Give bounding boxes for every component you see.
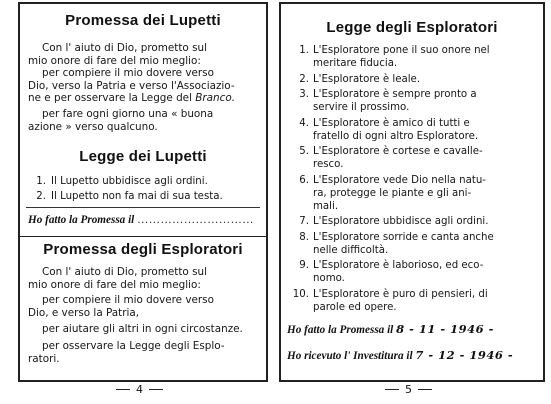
promessa-esploratori-line: Dio, e verso la Patria, — [28, 306, 140, 319]
list-text-line: L'Esploratore sorride e canta anche — [313, 231, 494, 243]
list-text-line: L'Esploratore è laborioso, ed eco- — [313, 260, 484, 271]
list-number: 6. — [299, 174, 309, 186]
right-page — [275, 0, 551, 404]
list-number: 4. — [299, 117, 309, 129]
promessa-lupetti-text — [28, 42, 258, 133]
list-item — [287, 145, 537, 171]
list-number: 2. — [299, 73, 309, 85]
promessa-lupetti-text-span: ne e per osservare la Legge del — [28, 92, 196, 105]
divider — [26, 207, 260, 208]
dash-right — [418, 389, 432, 390]
dash-right — [149, 389, 163, 390]
list-number: 1. — [299, 45, 309, 56]
list-number: 1. — [36, 176, 46, 187]
list-item — [287, 174, 537, 213]
list-text-line: servire il prossimo. — [313, 102, 410, 113]
investiture-date-label: Ho ricevuto l' Investitura il — [287, 350, 413, 362]
list-text — [313, 145, 537, 171]
promise-date-handwritten: 8 - 11 - 1946 - — [396, 322, 494, 336]
list-text-line: L'Esploratore è amico di tutti e — [313, 117, 470, 129]
list-item — [287, 88, 537, 114]
list-text-line: L'Esploratore ubbidisce agli ordini. — [313, 216, 489, 227]
list-number: 5. — [299, 146, 309, 157]
list-text-line: parole ed opere. — [313, 301, 397, 313]
list-text-line: ra, protegge le piante e gli ani- — [313, 187, 472, 199]
promessa-lupetti-line: per compiere il mio dovere verso — [42, 67, 214, 80]
list-number: 8. — [299, 231, 309, 243]
promessa-esploratori-line: per compiere il mio dovere verso — [42, 294, 214, 307]
promessa-esploratori-line: ratori. — [28, 352, 60, 365]
left-page — [0, 0, 272, 404]
signature-dots: ………………………… — [137, 214, 254, 226]
list-text — [313, 73, 537, 86]
list-text-line: meritare fiducia. — [313, 58, 398, 69]
title-promessa-lupetti: Promessa dei Lupetti — [65, 12, 221, 29]
legge-esploratori-list — [287, 44, 537, 314]
dash-left — [116, 389, 130, 390]
title-legge-esploratori: Legge degli Esploratori — [326, 19, 498, 36]
list-text-line: nomo. — [313, 273, 345, 284]
list-text-line: mali. — [313, 200, 339, 212]
promessa-lupetti-line — [28, 92, 258, 105]
list-text-line: resco. — [313, 159, 344, 170]
list-text-line: L'Esploratore è sempre pronto a — [313, 89, 477, 100]
legge-lupetti-list — [30, 175, 258, 203]
dash-left — [385, 389, 399, 390]
promessa-lupetti-line: per fare ogni giorno una « buona — [42, 107, 214, 120]
promessa-esploratori-line: Con l' aiuto di Dio, prometto sul — [42, 266, 207, 278]
list-item — [30, 190, 258, 203]
signature-line-lupetti — [28, 214, 254, 226]
investiture-date-line — [287, 348, 513, 362]
list-text — [313, 288, 537, 314]
promise-date-line — [287, 322, 494, 336]
list-number: 2. — [36, 191, 46, 202]
list-number: 9. — [299, 260, 309, 271]
list-text-line: L'Esploratore è cortese e cavalle- — [313, 146, 483, 157]
investiture-date-handwritten: 7 - 12 - 1946 - — [415, 348, 514, 362]
list-item — [287, 231, 537, 257]
list-text-line: fratello di ogni altro Esploratore. — [313, 130, 479, 142]
list-text — [313, 88, 537, 114]
list-text-line: L'Esploratore è puro di pensieri, di — [313, 288, 488, 300]
title-promessa-esploratori: Promessa degli Esploratori — [43, 241, 243, 258]
list-item — [287, 117, 537, 143]
list-item — [287, 259, 537, 285]
list-item — [287, 215, 537, 228]
list-text — [313, 44, 537, 70]
list-text — [313, 259, 537, 285]
page-number-left — [116, 383, 163, 396]
list-item — [287, 288, 537, 314]
list-text — [313, 117, 537, 143]
page-number: 4 — [136, 383, 143, 396]
list-number: 3. — [299, 89, 309, 100]
promessa-lupetti-line: mio onore di fare del mio meglio: — [28, 54, 201, 67]
promessa-esploratori-line: mio onore di fare del mio meglio: — [28, 278, 201, 291]
list-text-line: L'Esploratore è leale. — [313, 73, 421, 85]
list-text-line: nelle difficoltà. — [313, 244, 389, 256]
promise-date-label: Ho fatto la Promessa il — [287, 324, 394, 336]
list-number: 7. — [299, 216, 309, 227]
list-text — [313, 231, 537, 257]
list-number: 10. — [292, 288, 309, 300]
promessa-esploratori-text — [28, 266, 258, 365]
title-legge-lupetti: Legge dei Lupetti — [79, 148, 207, 165]
list-item — [287, 44, 537, 70]
list-item — [287, 73, 537, 86]
list-text — [313, 174, 537, 213]
page-number-right — [385, 383, 432, 396]
list-text-line: L'Esploratore vede Dio nella natu- — [313, 174, 486, 186]
list-text-line: L'Esploratore pone il suo onore nel — [313, 45, 490, 56]
list-text — [313, 215, 537, 228]
promessa-lupetti-line: Con l' aiuto di Dio, prometto sul — [42, 42, 207, 54]
promessa-lupetti-line: Dio, verso la Patria e verso l'Associazio- — [28, 79, 235, 92]
list-text: Il Lupetto non fa mai di sua testa. — [51, 191, 223, 202]
promessa-esploratori-line: per aiutare gli altri in ogni circostanze. — [42, 323, 243, 336]
list-text: Il Lupetto ubbidisce agli ordini. — [51, 176, 208, 187]
page-number: 5 — [405, 383, 412, 396]
divider — [20, 236, 266, 237]
list-item — [30, 175, 258, 188]
branco-word: Branco. — [195, 92, 235, 105]
promessa-lupetti-line: azione » verso qualcuno. — [28, 120, 158, 133]
signature-label: Ho fatto la Promessa il — [28, 214, 135, 226]
promessa-esploratori-line: per osservare la Legge degli Esplo- — [42, 339, 225, 352]
